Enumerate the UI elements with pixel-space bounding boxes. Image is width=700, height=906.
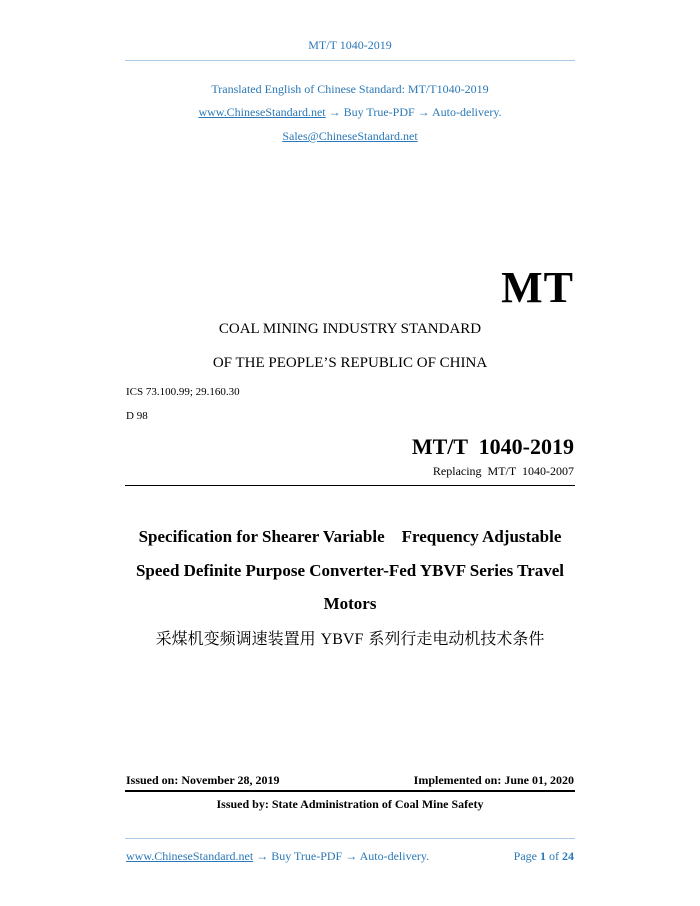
page-label: Page (513, 849, 537, 863)
promo-links (0, 105, 700, 120)
promo-line: Translated English of Chinese Standard: MT/T1040-2019 (211, 82, 489, 96)
site-link[interactable]: www.ChineseStandard.net (198, 105, 326, 119)
page-current: 1 (540, 849, 546, 863)
replacing-note: Replacing MT/T 1040-2007 (432, 464, 574, 478)
buy-link[interactable]: Buy True-PDF (343, 105, 415, 119)
title-line3: Motors (323, 594, 377, 613)
standard-name-line1: COAL MINING INDUSTRY STANDARD (218, 321, 482, 337)
page-of: of (549, 849, 559, 863)
dates-divider (125, 790, 575, 792)
page-number (514, 849, 574, 864)
arrow-icon: → (328, 105, 341, 119)
standard-name-line2: OF THE PEOPLE’S REPUBLIC OF CHINA (212, 355, 488, 371)
email-row (0, 129, 700, 144)
footer-links (126, 849, 429, 864)
arrow-icon: → (256, 849, 269, 863)
number-divider (125, 485, 575, 486)
footer-delivery-text: Auto-delivery. (359, 849, 430, 863)
title-line2: Speed Definite Purpose Converter-Fed YBVF Series Travel (135, 561, 565, 580)
chinese-title-model: YBVF (320, 631, 364, 648)
footer-divider (125, 838, 575, 839)
standard-logo: MT (501, 263, 574, 312)
issued-by: Issued by: State Administration of Coal Mine Safety (216, 797, 484, 811)
footer-site-link[interactable]: www.ChineseStandard.net (126, 849, 254, 863)
ccs-code: D 98 (126, 410, 148, 422)
standard-number: MT/T 1040-2019 (411, 434, 574, 459)
chinese-title-prefix: 采煤机变频调速装置用 (155, 629, 321, 648)
chinese-title-suffix: 系列行走电动机技术条件 (363, 629, 545, 648)
footer-buy-link[interactable]: Buy True-PDF (271, 849, 343, 863)
ics-code: ICS 73.100.99; 29.160.30 (126, 386, 240, 398)
title-line1: Specification for Shearer Variable Frequency Adjustable (138, 527, 562, 546)
email-link[interactable]: Sales@ChineseStandard.net (282, 129, 418, 143)
delivery-text: Auto-delivery. (432, 105, 502, 119)
issued-on: Issued on: November 28, 2019 (126, 773, 280, 787)
running-header: MT/T 1040-2019 (308, 38, 392, 52)
page-total: 24 (562, 849, 574, 863)
arrow-icon: → (417, 105, 430, 119)
arrow-icon: → (345, 849, 358, 863)
chinese-title (0, 626, 700, 649)
header-divider (125, 60, 575, 61)
implemented-on: Implemented on: June 01, 2020 (413, 773, 574, 787)
